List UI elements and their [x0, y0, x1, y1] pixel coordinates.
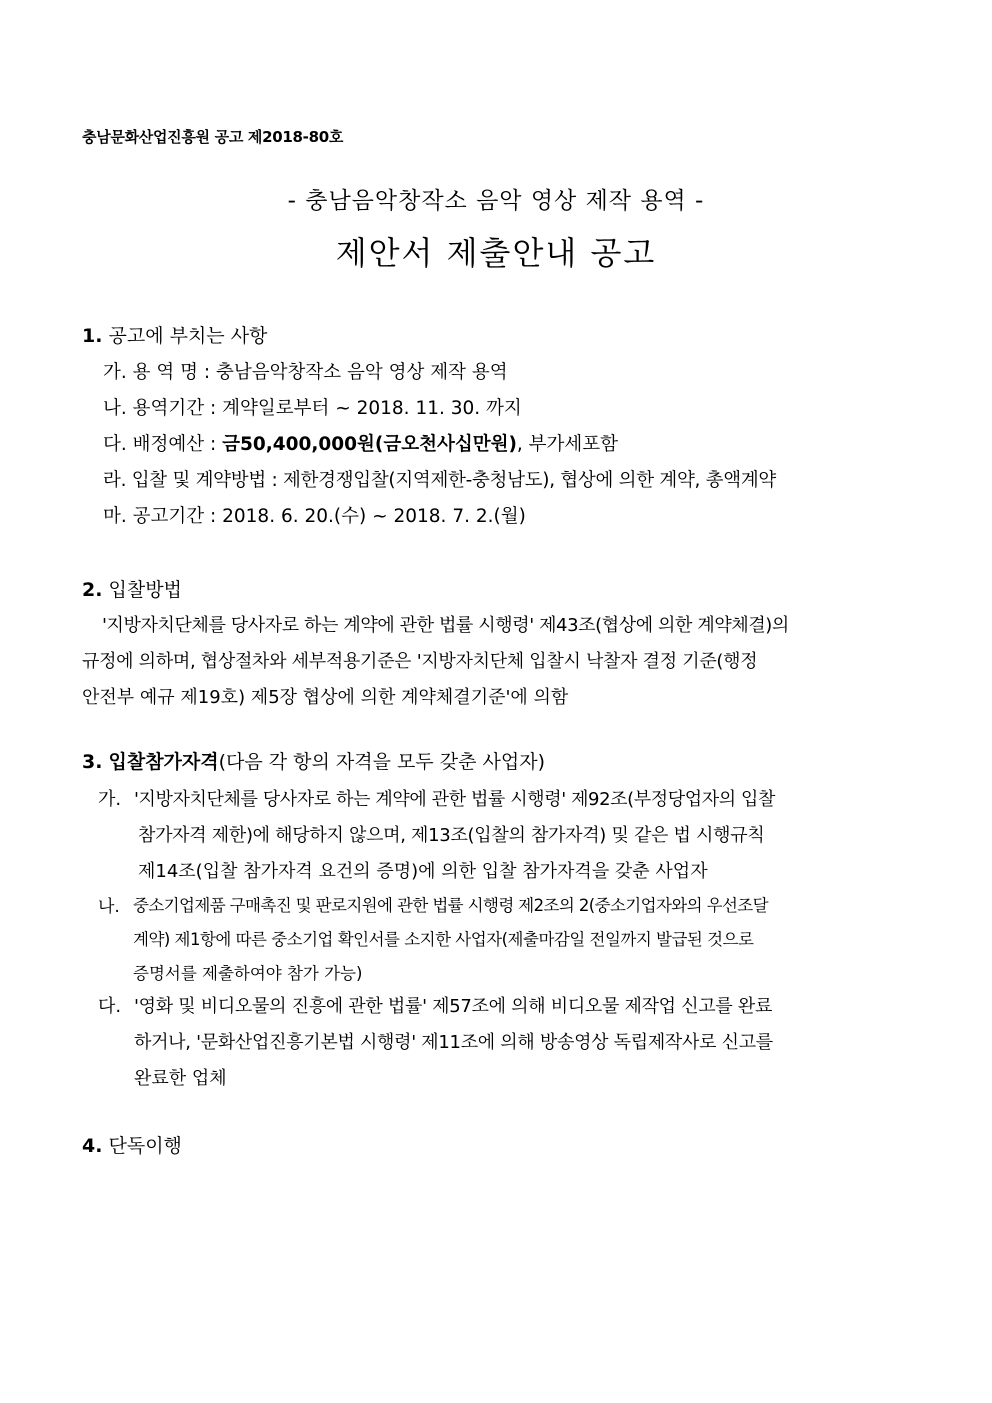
- list-item-line: 제14조(입찰 참가자격 요건의 증명)에 의한 입찰 참가자격을 갖춘 사업자: [138, 861, 708, 882]
- list-item-line: 증명서를 제출하여야 참가 가능): [133, 964, 363, 983]
- budget-label: 다. 배정예산 :: [103, 434, 223, 455]
- list-item: [103, 430, 618, 456]
- section-1-heading: [82, 321, 267, 348]
- subtitle: - 충남음악창작소 음악 영상 제작 용역 -: [287, 188, 705, 214]
- section-title: 입찰참가자격: [108, 751, 219, 773]
- section-number: 2.: [82, 579, 103, 601]
- section-2-heading: [82, 575, 182, 602]
- list-item: 마. 공고기간 : 2018. 6. 20.(수) ~ 2018. 7. 2.(월): [103, 506, 526, 527]
- section-number: 1.: [82, 325, 103, 347]
- section-title: 단독이행: [108, 1135, 182, 1157]
- section-title: 입찰방법: [108, 579, 182, 601]
- section-number: 4.: [82, 1135, 103, 1157]
- paragraph-line: 규정에 의하며, 협상절차와 세부적용기준은 '지방자치단체 입찰시 낙찰자 결정 기준(행정: [82, 651, 758, 672]
- section-3-heading: [82, 747, 545, 774]
- list-marker: 가.: [98, 789, 122, 810]
- paragraph-line: '지방자치단체를 당사자로 하는 계약에 관한 법률 시행령' 제43조(협상에 의한 계약체결)의: [102, 615, 789, 636]
- list-item: 가. 용 역 명 : 충남음악창작소 음악 영상 제작 용역: [103, 362, 508, 383]
- list-item-line: '영화 및 비디오물의 진흥에 관한 법률' 제57조에 의해 비디오물 제작업 신고를 완료: [134, 996, 773, 1017]
- budget-suffix: , 부가세포함: [516, 434, 619, 455]
- notice-number: 충남문화산업진흥원 공고 제2018-80호: [82, 128, 344, 146]
- list-item-line: 계약) 제1항에 따른 중소기업 확인서를 소지한 사업자(제출마감일 전일까지 발급된 것으로: [133, 930, 754, 949]
- section-title-note: (다음 각 항의 자격을 모두 갖춘 사업자): [218, 751, 545, 773]
- list-item-line: 완료한 업체: [134, 1068, 227, 1089]
- section-number: 3.: [82, 751, 103, 773]
- section-title: 공고에 부치는 사항: [108, 325, 268, 347]
- section-4-heading: [82, 1131, 182, 1158]
- list-item-line: 중소기업제품 구매촉진 및 판로지원에 관한 법률 시행령 제2조의 2(중소기업자와의 우선조달: [133, 896, 768, 915]
- list-item: 나. 용역기간 : 계약일로부터 ~ 2018. 11. 30. 까지: [103, 398, 522, 419]
- list-marker: 나.: [98, 897, 120, 917]
- list-marker: 다.: [98, 996, 122, 1017]
- paragraph-line: 안전부 예규 제19호) 제5장 협상에 의한 계약체결기준'에 의함: [82, 687, 569, 708]
- page-title: 제안서 제출안내 공고: [335, 234, 657, 272]
- list-item: 라. 입찰 및 계약방법 : 제한경쟁입찰(지역제한-충청남도), 협상에 의한 계약, 총액계약: [103, 470, 776, 491]
- list-item-line: 하거나, '문화산업진흥기본법 시행령' 제11조에 의해 방송영상 독립제작사로 신고를: [134, 1032, 773, 1053]
- budget-amount: 금50,400,000원(금오천사십만원): [222, 434, 517, 455]
- list-item-line: '지방자치단체를 당사자로 하는 계약에 관한 법률 시행령' 제92조(부정당업자의 입찰: [134, 789, 775, 810]
- list-item-line: 참가자격 제한)에 해당하지 않으며, 제13조(입찰의 참가자격) 및 같은 법 시행규칙: [138, 825, 765, 846]
